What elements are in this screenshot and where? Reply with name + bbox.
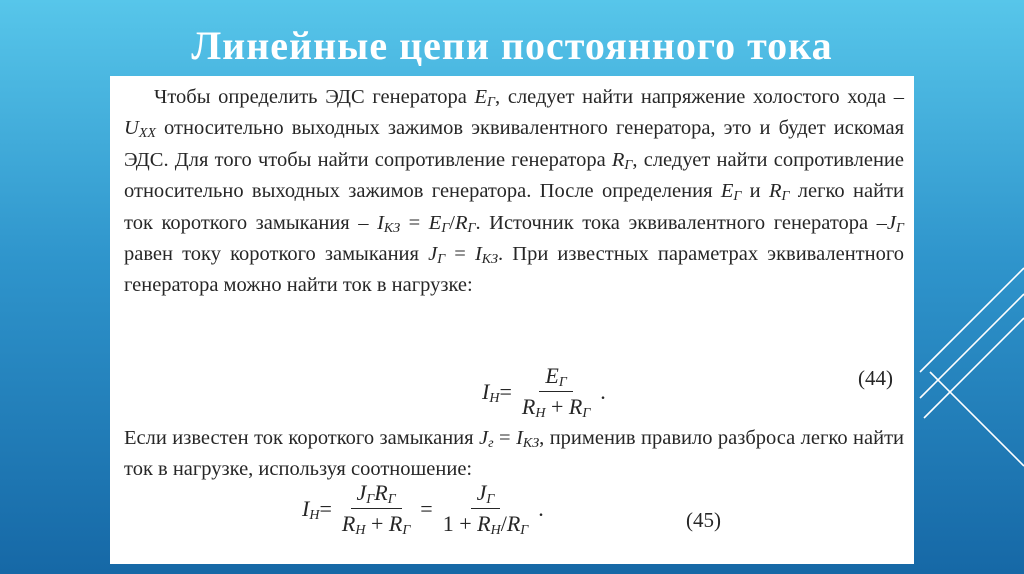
- text-span: относительно выходных зажимов эквивалентного генератора, это и будет искомая ЭДС. Для того чтобы найти сопротивление генератора: [124, 117, 904, 171]
- formula-lhs: $I_Н$: [482, 378, 500, 406]
- formula-j-g-inline: $J_Г = I_{КЗ}$: [428, 243, 499, 268]
- fraction: [437, 480, 535, 537]
- formula-lhs: $I_Н$: [302, 495, 320, 523]
- symbol-e-g: $E_Г$: [474, 86, 496, 110]
- text-span: и: [741, 180, 769, 203]
- period: .: [600, 378, 606, 404]
- symbol-r-g: $R_Г$: [768, 180, 790, 205]
- text-span: , следует найти напряжение холостого хода –: [495, 86, 904, 108]
- text-span: Чтобы определить ЭДС генератора: [154, 86, 475, 108]
- formula-j-inline: $J_г = I_{КЗ}$: [479, 427, 540, 451]
- text-span: , применив правило разброса легко найти ток в нагрузке, используя соотношение:: [124, 427, 905, 481]
- formula-i-kz-inline: $I_{КЗ} = E_Г/R_Г$: [377, 211, 476, 236]
- equation-number-44: (44): [858, 366, 893, 390]
- period: .: [538, 495, 544, 521]
- slide-title: Линейные цепи постоянного тока: [191, 23, 833, 68]
- symbol-r-g: $R_Г$: [611, 148, 633, 173]
- text-span: Если известен ток короткого замыкания: [124, 427, 480, 449]
- deco-line: [930, 372, 1024, 466]
- equals-sign: =: [499, 378, 512, 404]
- fraction-numerator: $J_ГR_Г$: [351, 480, 402, 509]
- paragraph-2: [124, 423, 904, 486]
- fraction-numerator: $E_Г$: [539, 363, 572, 392]
- fraction-denominator: $R_Н + R_Г$: [341, 511, 411, 538]
- formula-44: [482, 363, 606, 420]
- text-span: . Источник тока эквивалентного генератора –: [475, 211, 887, 234]
- fraction: [336, 480, 416, 537]
- symbol-j-g: $J_Г$: [886, 211, 904, 236]
- equals-sign: =: [319, 495, 332, 521]
- paragraph-1: [124, 82, 904, 302]
- text-span: легко найти ток короткого замыкания –: [124, 180, 904, 234]
- symbol-e-g: $E_Г$: [720, 180, 742, 205]
- formula-45: [302, 480, 544, 537]
- equation-number-45: (45): [686, 508, 721, 532]
- document-scan: [110, 76, 914, 564]
- equals-sign: =: [420, 495, 433, 521]
- text-span: . При известных параметрах эквивалентного генератора можно найти ток в нагрузке:: [124, 243, 904, 297]
- deco-line: [924, 318, 1024, 418]
- fraction-denominator: $R_Н + R_Г$: [521, 394, 591, 421]
- symbol-u-xx: $U_{XX}$: [124, 117, 156, 142]
- text-span: , следует найти сопротивление относительно выходных зажимов генератора. После определения: [124, 148, 904, 203]
- deco-line: [920, 294, 1024, 398]
- text-span: равен току короткого замыкания: [124, 243, 429, 266]
- fraction-denominator: $1 + R_Н/R_Г$: [442, 511, 529, 538]
- fraction-numerator: $J_Г$: [471, 480, 501, 509]
- deco-line: [920, 268, 1024, 372]
- fraction: [516, 363, 596, 420]
